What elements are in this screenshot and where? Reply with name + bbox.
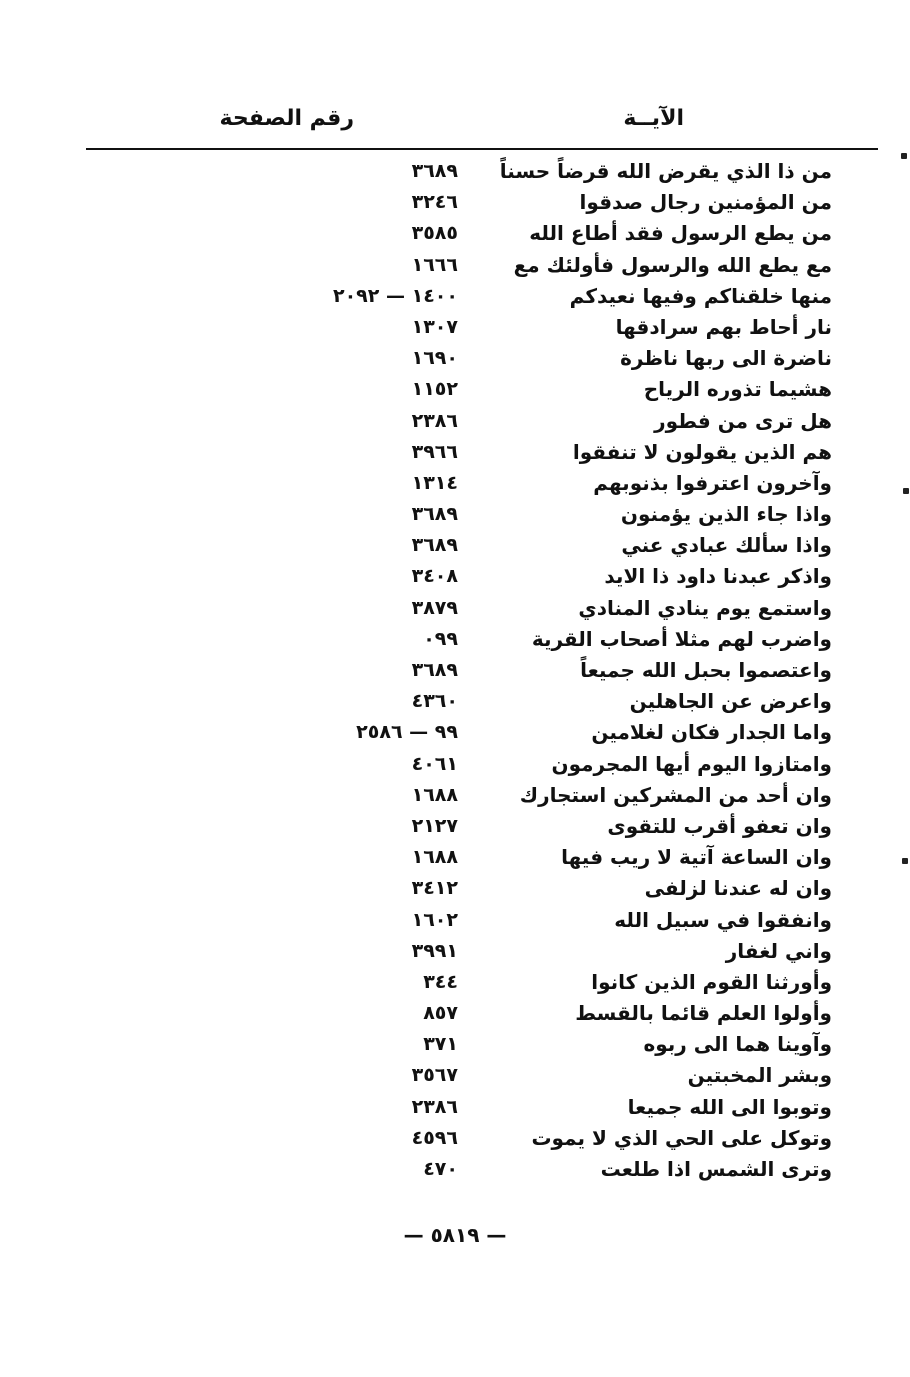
index-row [0,998,910,1029]
index-row [0,1092,910,1123]
page-reference: ٣٥٦٧ [411,1064,458,1087]
page-reference: ٣٥٨٥ [411,222,458,245]
page-reference: ٣٤٠٨ [411,565,458,588]
page-reference: ١٦٨٨ [411,783,458,806]
page-reference: ٣٦٨٩ [411,160,458,182]
index-row [0,218,910,249]
page-reference: ٣٢٤٦ [411,191,458,214]
index-row [0,374,910,405]
index-row [0,905,910,936]
verse-text: وان الساعة آتية لا ريب فيها [561,845,832,870]
verse-text: وأولوا العلم قائما بالقسط [575,1001,832,1026]
index-row [0,187,910,218]
header-rule [86,148,878,150]
page-reference: ٢٣٨٦ [411,409,458,432]
verse-text: من المؤمنين رجال صدقوا [579,190,832,215]
page-reference: ٤٣٦٠ [411,690,458,713]
page-reference: ٠٩٩ [423,627,458,650]
page-reference: ٣٩٦٦ [411,440,458,463]
page-reference: ٤٠٦١ [411,752,458,775]
index-row [0,312,910,343]
verse-text: واني لغفار [725,938,832,963]
page-reference: ١٦٨٨ [411,846,458,869]
index-row [0,686,910,717]
verse-text: وان أحد من المشركين استجارك [519,782,832,807]
verse-text: مع يطع الله والرسول فأولئك مع [513,252,832,277]
verse-text: هل ترى من فطور [654,408,832,433]
verse-text: وامتازوا اليوم أيها المجرمون [551,751,832,776]
index-row [0,343,910,374]
index-row [0,967,910,998]
page-reference: ٤٧٠ [423,1158,458,1180]
verse-text: واما الجدار فكان لغلامين [591,720,832,745]
verse-text: واستمع يوم ينادي المنادي [578,595,832,620]
verse-column-header: الآيــة [623,106,684,131]
page-reference: ٣٤١٢ [411,877,458,900]
verse-text: ناضرة الى ربها ناظرة [620,346,832,371]
verse-text: وتوكل على الحي الذي لا يموت [531,1125,832,1150]
verse-text: وترى الشمس اذا طلعت [600,1157,832,1181]
index-row [0,406,910,437]
verse-text: واذا سألك عبادي عني [621,533,832,558]
verse-text: وآوينا هما الى ربوه [643,1032,832,1057]
page-reference: ٤٥٩٦ [411,1126,458,1149]
verse-text: واذكر عبدنا داود ذا الايد [604,564,832,589]
page-number-column-header: رقم الصفحة [219,106,354,131]
page-reference: ٣٦٨٩ [411,659,458,681]
index-row [0,873,910,904]
verse-text: هم الذين يقولون لا تنفقوا [572,439,832,464]
page-reference: ١٣٠٧ [411,315,458,338]
page-reference: ١٦٦٦ [411,253,458,276]
verse-text: وبشر المخبتين [687,1063,832,1088]
verse-text: نار أحاط بهم سرادقها [615,314,832,339]
index-row [0,1154,910,1185]
index-row [0,749,910,780]
page-reference: ١٣١٤ [411,471,458,494]
scan-mark [903,488,909,494]
verse-text: واعرض عن الجاهلين [629,689,832,714]
index-row [0,1060,910,1091]
verse-text: من يطع الرسول فقد أطاع الله [529,221,832,246]
page-footer-number: — ٥٨١٩ — [403,1223,507,1247]
page-reference: ٣٦٨٩ [411,534,458,557]
verse-text: واضرب لهم مثلا أصحاب القرية [531,626,832,651]
page-reference: ٢١٢٧ [411,814,458,837]
page-reference: ٨٥٧ [423,1002,458,1025]
page-reference: ٣٩٩١ [411,939,458,962]
index-row [0,561,910,592]
verse-text: وان له عندنا لزلفى [644,876,832,901]
index-row [0,842,910,873]
index-row [0,624,910,655]
verse-text: منها خلقناكم وفيها نعيدكم [569,283,832,308]
index-row [0,281,910,312]
index-row [0,1123,910,1154]
index-row [0,717,910,748]
index-row [0,1029,910,1060]
verse-text: وأورثنا القوم الذين كانوا [591,969,832,994]
page-reference: ٣٧١ [423,1033,458,1056]
verse-text: وانفقوا في سبيل الله [614,907,832,932]
verse-text: وآخرون اعترفوا بذنوبهم [593,470,832,495]
page-reference: ١١٥٢ [411,378,458,401]
index-row [0,780,910,811]
index-row [0,250,910,281]
page-reference: ٣٦٨٩ [411,503,458,526]
page-reference: ١٦٩٠ [411,347,458,370]
page-reference: ٢٣٨٦ [411,1095,458,1118]
verse-text: وان تعفو أقرب للتقوى [607,813,832,838]
verse-text: واذا جاء الذين يؤمنون [620,502,832,527]
scan-mark [902,858,908,864]
verse-text: وتوبوا الى الله جميعا [627,1094,832,1119]
page-reference: ١٦٠٢ [411,908,458,931]
index-row [0,936,910,967]
page-reference: ٣٨٧٩ [411,596,458,619]
verse-text: من ذا الذي يقرض الله قرضاً حسناً [499,159,832,183]
page-reference: ٩٩ — ٢٥٨٦ [356,721,458,744]
index-row [0,593,910,624]
index-table [0,156,910,1185]
page-reference: ٣٤٤ [423,970,458,993]
index-row [0,437,910,468]
verse-text: واعتصموا بحبل الله جميعاً [580,658,832,682]
index-row [0,811,910,842]
index-row [0,655,910,686]
page-reference: ١٤٠٠ — ٢٠٩٢ [332,284,458,307]
index-row [0,499,910,530]
index-row [0,468,910,499]
scan-mark [901,153,907,159]
index-row [0,530,910,561]
index-row [0,156,910,187]
verse-text: هشيما تذوره الرياح [643,377,832,402]
